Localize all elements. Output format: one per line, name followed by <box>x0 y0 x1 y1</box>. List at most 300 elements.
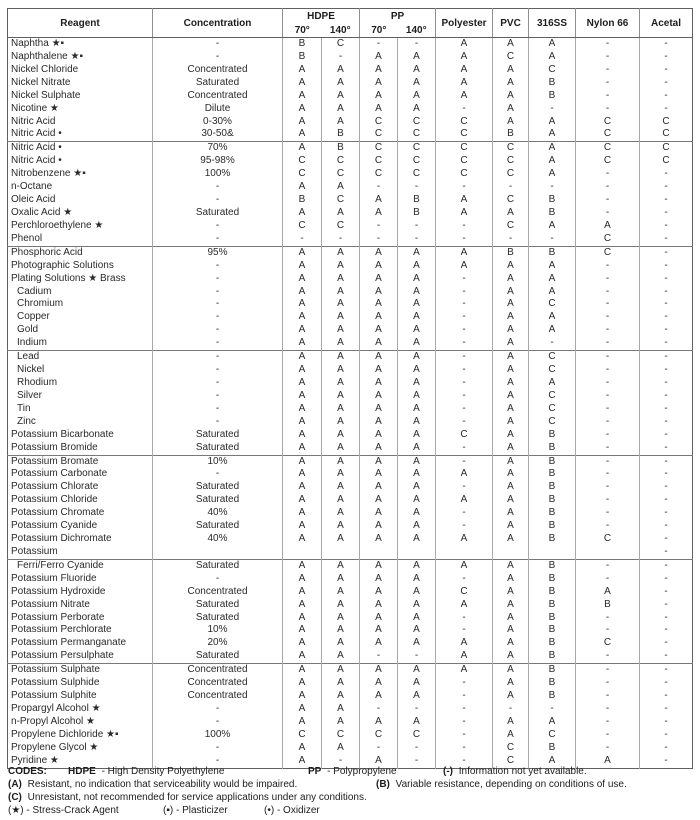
rating-cell: A <box>283 377 322 390</box>
table-row <box>8 298 693 311</box>
rating-cell: C <box>493 155 529 168</box>
table-row <box>8 142 693 155</box>
rating-cell: C <box>640 155 693 168</box>
rating-cell: C <box>576 533 640 546</box>
rating-cell: - <box>436 729 493 742</box>
rating-cell: A <box>360 690 398 703</box>
rating-cell: - <box>640 664 693 677</box>
rating-cell: - <box>529 337 576 350</box>
rating-cell: C <box>529 390 576 403</box>
rating-cell: A <box>529 324 576 337</box>
reagent-name-cell: Potassium Dichromate <box>11 533 112 545</box>
rating-cell: C <box>360 155 398 168</box>
rating-cell: - <box>640 729 693 742</box>
rating-cell: A <box>360 103 398 116</box>
rating-cell: A <box>529 116 576 129</box>
rating-cell: A <box>360 586 398 599</box>
rating-cell: A <box>322 664 360 677</box>
rating-cell: - <box>640 260 693 273</box>
rating-cell: A <box>436 207 493 220</box>
rating-cell: - <box>322 51 360 64</box>
rating-cell: - <box>436 520 493 533</box>
rating-cell: A <box>493 38 529 51</box>
rating-cell: - <box>436 324 493 337</box>
rating-cell: B <box>529 90 576 103</box>
rating-cell: - <box>576 455 640 468</box>
rating-cell: A <box>360 90 398 103</box>
rating-cell: A <box>283 416 322 429</box>
table-row <box>8 520 693 533</box>
rating-cell: A <box>493 286 529 299</box>
rating-cell: B <box>283 51 322 64</box>
rating-cell: A <box>360 416 398 429</box>
reagent-name-cell: Oxalic Acid ★ <box>11 206 73 218</box>
concentration-cell: - <box>153 324 283 337</box>
rating-cell: A <box>529 260 576 273</box>
rating-cell: B <box>529 194 576 207</box>
rating-cell: A <box>360 677 398 690</box>
rating-cell: - <box>398 650 436 663</box>
concentration-cell: Saturated <box>153 429 283 442</box>
rating-cell: - <box>640 194 693 207</box>
rating-cell: - <box>640 207 693 220</box>
rating-cell: B <box>529 637 576 650</box>
col-header-polyester: Polyester <box>436 9 493 38</box>
legend-segment: (★) - Stress-Crack Agent <box>8 805 119 816</box>
rating-cell: A <box>322 390 360 403</box>
concentration-cell: - <box>153 298 283 311</box>
rating-cell: A <box>283 181 322 194</box>
rating-cell: - <box>640 546 693 559</box>
rating-cell: A <box>322 494 360 507</box>
rating-cell: - <box>640 298 693 311</box>
rating-cell: - <box>640 390 693 403</box>
rating-cell: B <box>529 559 576 572</box>
rating-cell: B <box>529 650 576 663</box>
rating-cell: A <box>283 64 322 77</box>
rating-cell: A <box>493 298 529 311</box>
rating-cell: - <box>640 599 693 612</box>
rating-cell: A <box>360 599 398 612</box>
rating-cell: A <box>493 650 529 663</box>
legend-segment: (-) Information not yet available. <box>443 766 587 777</box>
table-row <box>8 207 693 220</box>
rating-cell: C <box>529 403 576 416</box>
rating-cell: A <box>360 612 398 625</box>
rating-cell: - <box>436 573 493 586</box>
table-row <box>8 573 693 586</box>
rating-cell: A <box>360 298 398 311</box>
rating-cell: A <box>283 559 322 572</box>
rating-cell: A <box>283 90 322 103</box>
rating-cell: A <box>493 507 529 520</box>
rating-cell: - <box>576 690 640 703</box>
rating-cell: A <box>493 586 529 599</box>
rating-cell: C <box>322 220 360 233</box>
rating-cell: A <box>529 220 576 233</box>
rating-cell: C <box>493 168 529 181</box>
rating-cell: - <box>436 416 493 429</box>
table-row <box>8 586 693 599</box>
reagent-name-cell: Silver <box>17 389 43 401</box>
rating-cell: - <box>436 403 493 416</box>
rating-cell: C <box>529 416 576 429</box>
rating-cell: A <box>360 664 398 677</box>
concentration-cell: Saturated <box>153 77 283 90</box>
rating-cell: - <box>576 677 640 690</box>
rating-cell: A <box>360 403 398 416</box>
rating-cell: C <box>436 429 493 442</box>
reagent-name-cell: Propargyl Alcohol ★ <box>11 703 101 715</box>
table-row <box>8 533 693 546</box>
rating-cell: B <box>283 194 322 207</box>
reagent-name-cell: Nickel Chloride <box>11 63 79 75</box>
col-header-hdpe: HDPE <box>283 9 360 24</box>
legend-segment: CODES: <box>8 766 47 777</box>
concentration-cell: - <box>153 38 283 51</box>
table-row <box>8 351 693 364</box>
rating-cell: - <box>576 311 640 324</box>
rating-cell: A <box>493 716 529 729</box>
rating-cell: A <box>360 481 398 494</box>
rating-cell: C <box>493 142 529 155</box>
reagent-name-cell: Potassium Sulphate <box>8 664 153 677</box>
rating-cell: - <box>576 507 640 520</box>
table-body <box>8 38 693 769</box>
rating-cell: A <box>529 716 576 729</box>
rating-cell: A <box>436 64 493 77</box>
reagent-name-cell: Pyridine ★ <box>11 754 59 766</box>
rating-cell: - <box>640 403 693 416</box>
rating-cell: C <box>576 128 640 141</box>
table-row <box>8 90 693 103</box>
rating-cell: A <box>360 468 398 481</box>
table-row <box>8 690 693 703</box>
legend-segment: (•) - Oxidizer <box>264 805 320 816</box>
concentration-cell <box>153 546 283 559</box>
rating-cell: C <box>529 64 576 77</box>
reagent-name-cell: Potassium Cyanide <box>11 520 98 532</box>
rating-cell: - <box>640 573 693 586</box>
rating-cell: - <box>640 337 693 350</box>
legend-line-ab <box>8 779 698 792</box>
rating-cell: - <box>640 311 693 324</box>
reagent-name-cell: Potassium Perchlorate <box>11 624 112 636</box>
rating-cell: C <box>322 729 360 742</box>
rating-cell: A <box>283 142 322 155</box>
rating-cell: A <box>398 690 436 703</box>
rating-cell: A <box>529 155 576 168</box>
reagent-name-cell: Nickel Sulphate <box>11 89 81 101</box>
rating-cell <box>493 546 529 559</box>
rating-cell: A <box>360 377 398 390</box>
rating-cell: A <box>322 364 360 377</box>
reagent-name-cell: Potassium Chlorate <box>11 481 99 493</box>
reagent-name-cell: Chromium <box>17 298 64 310</box>
legend-segment: (B) Variable resistance, depending on conditions of use. <box>376 779 627 790</box>
rating-cell: A <box>398 533 436 546</box>
rating-cell: A <box>436 533 493 546</box>
concentration-cell: 20% <box>153 637 283 650</box>
rating-cell: A <box>283 390 322 403</box>
rating-cell: - <box>640 416 693 429</box>
col-header-acetal: Acetal <box>640 9 693 38</box>
col-header-hdpe-70: 70° <box>283 23 322 38</box>
rating-cell: A <box>322 559 360 572</box>
rating-cell: A <box>493 455 529 468</box>
rating-cell: - <box>529 181 576 194</box>
rating-cell: - <box>640 51 693 64</box>
concentration-cell: - <box>153 742 283 755</box>
reagent-name-cell: Perchloroethylene ★ <box>11 219 104 231</box>
rating-cell: - <box>436 298 493 311</box>
reagent-name-cell: Nickel <box>17 364 45 376</box>
reagent-name-cell: n-Octane <box>11 181 53 193</box>
rating-cell: A <box>360 64 398 77</box>
rating-cell: - <box>576 64 640 77</box>
reagent-name-cell: Zinc <box>17 415 36 427</box>
col-header-pp-70: 70° <box>360 23 398 38</box>
rating-cell: A <box>283 650 322 663</box>
rating-cell: C <box>436 168 493 181</box>
col-header-pp-140: 140° <box>398 23 436 38</box>
rating-cell: C <box>529 729 576 742</box>
table-row <box>8 429 693 442</box>
reagent-name-cell: Potassium Sulphide <box>11 677 100 689</box>
rating-cell: A <box>493 729 529 742</box>
rating-cell: B <box>529 507 576 520</box>
rating-cell: B <box>529 520 576 533</box>
rating-cell: A <box>398 716 436 729</box>
rating-cell: A <box>493 429 529 442</box>
rating-cell: A <box>398 364 436 377</box>
concentration-cell: 95% <box>153 246 283 259</box>
rating-cell: A <box>283 260 322 273</box>
rating-cell: A <box>322 455 360 468</box>
rating-cell: A <box>493 377 529 390</box>
rating-cell: C <box>640 142 693 155</box>
reagent-name-cell: Nicotine ★ <box>11 102 59 114</box>
codes-legend <box>8 766 698 818</box>
rating-cell: B <box>322 142 360 155</box>
rating-cell <box>436 546 493 559</box>
rating-cell: - <box>436 507 493 520</box>
rating-cell: A <box>360 286 398 299</box>
rating-cell: A <box>283 637 322 650</box>
rating-cell: A <box>322 207 360 220</box>
rating-cell: A <box>436 77 493 90</box>
rating-cell: B <box>322 128 360 141</box>
table-row <box>8 103 693 116</box>
rating-cell: B <box>529 573 576 586</box>
legend-segment: PP - Polypropylene <box>308 766 397 777</box>
rating-cell: - <box>576 573 640 586</box>
concentration-cell: - <box>153 755 283 768</box>
rating-cell: A <box>283 573 322 586</box>
legend-segment: (▪) - Plasticizer <box>163 805 228 816</box>
rating-cell: A <box>283 286 322 299</box>
rating-cell: - <box>640 246 693 259</box>
rating-cell: - <box>640 637 693 650</box>
rating-cell: B <box>529 624 576 637</box>
reagent-name-cell: Potassium <box>11 545 58 557</box>
rating-cell: - <box>576 194 640 207</box>
concentration-cell: Saturated <box>153 481 283 494</box>
table-row <box>8 612 693 625</box>
rating-cell: A <box>283 755 322 768</box>
rating-cell: A <box>493 260 529 273</box>
rating-cell: C <box>283 168 322 181</box>
rating-cell: - <box>576 90 640 103</box>
rating-cell: - <box>576 612 640 625</box>
rating-cell: A <box>283 364 322 377</box>
rating-cell: C <box>322 155 360 168</box>
rating-cell: A <box>283 116 322 129</box>
rating-cell: A <box>360 246 398 259</box>
rating-cell: - <box>640 481 693 494</box>
rating-cell: A <box>436 51 493 64</box>
rating-cell: A <box>398 573 436 586</box>
rating-cell: - <box>640 324 693 337</box>
reagent-name-cell: Potassium Bromate <box>8 455 153 468</box>
rating-cell: - <box>436 624 493 637</box>
rating-cell: C <box>576 116 640 129</box>
table-row <box>8 742 693 755</box>
rating-cell: - <box>398 38 436 51</box>
rating-cell: A <box>398 559 436 572</box>
reagent-name-cell: Potassium Sulphite <box>11 690 97 702</box>
rating-cell: C <box>576 637 640 650</box>
rating-cell: C <box>436 586 493 599</box>
rating-cell: A <box>493 273 529 286</box>
rating-cell: - <box>576 207 640 220</box>
reagent-name-cell: Potassium Hydroxide <box>11 585 106 597</box>
rating-cell: A <box>283 77 322 90</box>
rating-cell: A <box>398 337 436 350</box>
rating-cell: C <box>529 351 576 364</box>
concentration-cell: Concentrated <box>153 690 283 703</box>
rating-cell: A <box>322 311 360 324</box>
rating-cell: - <box>576 377 640 390</box>
concentration-cell: Saturated <box>153 207 283 220</box>
rating-cell: A <box>529 128 576 141</box>
rating-cell: A <box>436 599 493 612</box>
rating-cell: A <box>360 324 398 337</box>
rating-cell: - <box>436 677 493 690</box>
rating-cell: - <box>436 742 493 755</box>
reagent-name-cell: Potassium Chromate <box>11 507 105 519</box>
rating-cell: A <box>322 273 360 286</box>
rating-cell: A <box>360 442 398 455</box>
concentration-cell: Saturated <box>153 494 283 507</box>
rating-cell: - <box>640 533 693 546</box>
rating-cell: A <box>322 403 360 416</box>
rating-cell: B <box>529 494 576 507</box>
rating-cell: B <box>529 664 576 677</box>
rating-cell: A <box>360 520 398 533</box>
reagent-name-cell: Potassium Bromide <box>11 441 98 453</box>
rating-cell: A <box>398 377 436 390</box>
table-row <box>8 260 693 273</box>
legend-line-c <box>8 792 698 805</box>
rating-cell: - <box>576 624 640 637</box>
rating-cell: A <box>360 194 398 207</box>
table-row <box>8 546 693 559</box>
rating-cell: A <box>493 573 529 586</box>
rating-cell: A <box>493 103 529 116</box>
rating-cell: A <box>398 586 436 599</box>
rating-cell: B <box>529 599 576 612</box>
reagent-name-cell: Nickel Nitrate <box>11 76 71 88</box>
rating-cell: - <box>640 742 693 755</box>
rating-cell: A <box>283 624 322 637</box>
rating-cell: A <box>360 337 398 350</box>
rating-cell: - <box>436 103 493 116</box>
rating-cell: C <box>493 194 529 207</box>
rating-cell: A <box>322 586 360 599</box>
rating-cell: - <box>576 468 640 481</box>
concentration-cell: 100% <box>153 729 283 742</box>
rating-cell: - <box>640 442 693 455</box>
rating-cell: A <box>436 260 493 273</box>
reagent-name-cell: Potassium Perborate <box>11 611 105 623</box>
concentration-cell: Saturated <box>153 650 283 663</box>
rating-cell: - <box>576 481 640 494</box>
rating-cell: C <box>398 142 436 155</box>
legend-line-codes <box>8 766 698 779</box>
rating-cell: - <box>576 520 640 533</box>
concentration-cell: - <box>153 286 283 299</box>
rating-cell: A <box>283 520 322 533</box>
rating-cell: A <box>283 533 322 546</box>
rating-cell: - <box>576 742 640 755</box>
rating-cell: - <box>398 181 436 194</box>
concentration-cell: Concentrated <box>153 64 283 77</box>
rating-cell: A <box>398 468 436 481</box>
rating-cell: A <box>493 116 529 129</box>
rating-cell: C <box>283 220 322 233</box>
rating-cell: - <box>576 38 640 51</box>
legend-segment: (C) Unresistant, not recommended for service applications under any conditions. <box>8 792 367 803</box>
rating-cell: - <box>436 442 493 455</box>
col-header-hdpe-140: 140° <box>322 23 360 38</box>
rating-cell: C <box>436 128 493 141</box>
reagent-name-cell: Nitric Acid <box>11 115 56 127</box>
rating-cell: A <box>493 494 529 507</box>
rating-cell: - <box>436 390 493 403</box>
rating-cell: A <box>360 716 398 729</box>
rating-cell: A <box>322 468 360 481</box>
rating-cell: - <box>398 220 436 233</box>
col-header-nylon66: Nylon 66 <box>576 9 640 38</box>
rating-cell: C <box>493 220 529 233</box>
reagent-name-cell: Potassium Chloride <box>11 494 98 506</box>
reagent-name-cell: Nitric Acid • <box>11 155 62 167</box>
rating-cell: B <box>398 194 436 207</box>
rating-cell: A <box>398 637 436 650</box>
reagent-name-cell: Lead <box>8 351 153 364</box>
rating-cell: A <box>493 403 529 416</box>
rating-cell: A <box>493 351 529 364</box>
rating-cell: - <box>640 377 693 390</box>
rating-cell: A <box>493 364 529 377</box>
rating-cell: B <box>529 612 576 625</box>
rating-cell: - <box>360 220 398 233</box>
concentration-cell: 10% <box>153 624 283 637</box>
rating-cell: - <box>640 38 693 51</box>
col-header-316ss: 316SS <box>529 9 576 38</box>
reagent-name-cell: Potassium Fluoride <box>11 572 97 584</box>
